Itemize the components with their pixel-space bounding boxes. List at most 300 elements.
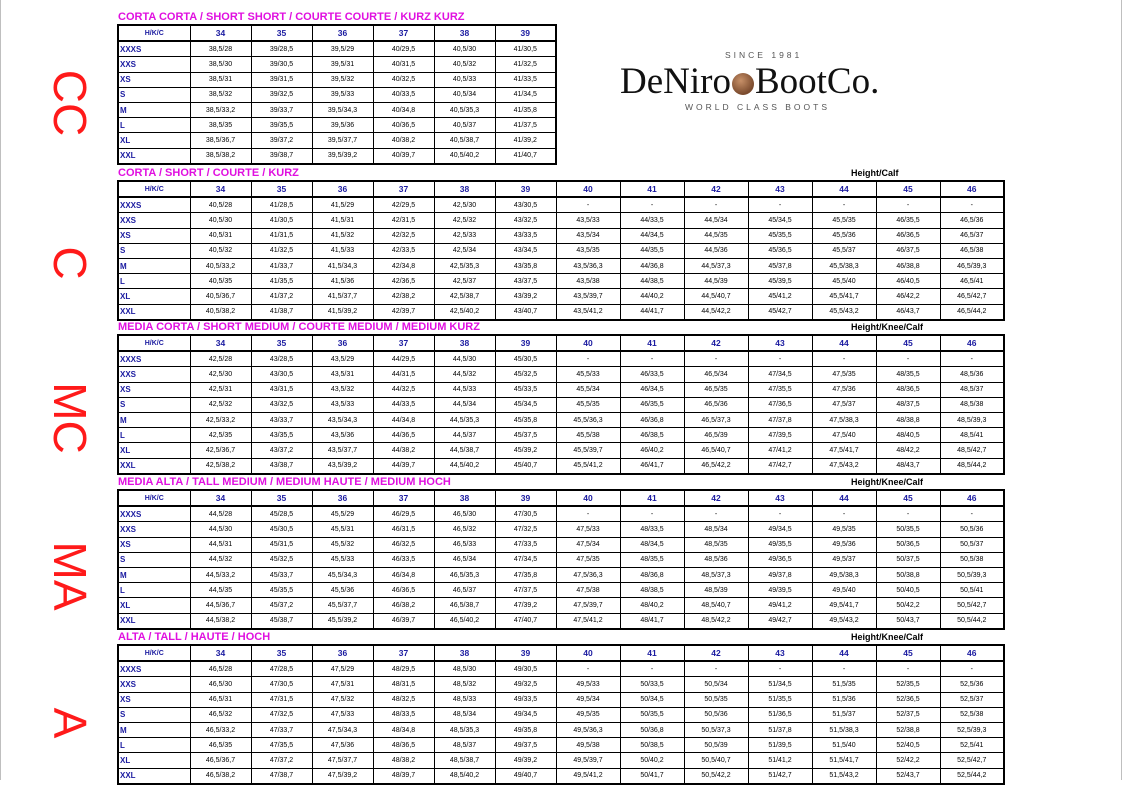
header-shoe-size: 43 bbox=[748, 335, 812, 351]
measure-cell: 48,5/38 bbox=[940, 397, 1004, 412]
measure-cell: 41,5/29 bbox=[312, 197, 373, 213]
measure-cell: 43,5/29 bbox=[312, 351, 373, 367]
section-measure-label: Height/Knee/Calf bbox=[851, 322, 924, 332]
size-label: L bbox=[118, 428, 190, 443]
measure-cell: 52,5/37 bbox=[940, 692, 1004, 707]
section-code-c: C bbox=[44, 246, 96, 280]
measure-cell: 47/30,5 bbox=[251, 677, 312, 692]
size-table bbox=[117, 644, 1005, 785]
measure-cell: 39,5/34,3 bbox=[312, 102, 373, 117]
measure-cell: 49/34,5 bbox=[495, 707, 556, 722]
table-row bbox=[118, 148, 556, 164]
table-row bbox=[118, 583, 1004, 598]
measure-cell: 50,5/40,7 bbox=[684, 753, 748, 768]
header-shoe-size: 45 bbox=[876, 335, 940, 351]
measure-cell: 49/39,2 bbox=[495, 753, 556, 768]
measure-cell: 42,5/34 bbox=[434, 243, 495, 258]
measure-cell: 45,5/40 bbox=[812, 274, 876, 289]
measure-cell: 49,5/40 bbox=[812, 583, 876, 598]
measure-cell: 41,5/32 bbox=[312, 228, 373, 243]
table-row bbox=[118, 197, 1004, 213]
measure-cell: - bbox=[876, 197, 940, 213]
measure-cell: 45,5/36,3 bbox=[556, 412, 620, 427]
measure-cell: 40/34,8 bbox=[373, 102, 434, 117]
measure-cell: 38,5/28 bbox=[190, 41, 251, 57]
measure-cell: 51,5/38,3 bbox=[812, 722, 876, 737]
measure-cell: 47/39,5 bbox=[748, 428, 812, 443]
table-row bbox=[118, 133, 556, 148]
measure-cell: 41/32,5 bbox=[495, 57, 556, 72]
measure-cell: 46/39,7 bbox=[373, 613, 434, 629]
size-label: M bbox=[118, 258, 190, 273]
measure-cell: 44/35,5 bbox=[620, 243, 684, 258]
header-shoe-size: 39 bbox=[495, 645, 556, 661]
measure-cell: 40,5/32 bbox=[434, 57, 495, 72]
measure-cell: 47/36,5 bbox=[748, 397, 812, 412]
measure-cell: 43,5/37,7 bbox=[312, 443, 373, 458]
measure-cell: 44,5/38,2 bbox=[190, 613, 251, 629]
header-shoe-size: 37 bbox=[373, 490, 434, 506]
table-row bbox=[118, 289, 1004, 304]
measure-cell: 38,5/30 bbox=[190, 57, 251, 72]
measure-cell: 49/37,5 bbox=[495, 738, 556, 753]
measure-cell: 48,5/33 bbox=[434, 692, 495, 707]
table-row bbox=[118, 228, 1004, 243]
measure-cell: 38,5/35 bbox=[190, 118, 251, 133]
measure-cell: 46,5/30 bbox=[190, 677, 251, 692]
measure-cell: 49/30,5 bbox=[495, 661, 556, 677]
measure-cell: 52/42,2 bbox=[876, 753, 940, 768]
measure-cell: 40/31,5 bbox=[373, 57, 434, 72]
measure-cell: - bbox=[748, 661, 812, 677]
measure-cell: 46/35,5 bbox=[620, 397, 684, 412]
measure-cell: 43/37,5 bbox=[495, 274, 556, 289]
measure-cell: 44,5/36 bbox=[684, 243, 748, 258]
size-label: XXXS bbox=[118, 197, 190, 213]
measure-cell: 50/34,5 bbox=[620, 692, 684, 707]
measure-cell: 48,5/40,7 bbox=[684, 598, 748, 613]
measure-cell: - bbox=[684, 351, 748, 367]
measure-cell: 47,5/38,3 bbox=[812, 412, 876, 427]
measure-cell: 43/35,8 bbox=[495, 258, 556, 273]
measure-cell: 44/31,5 bbox=[373, 367, 434, 382]
measure-cell: 47/35,5 bbox=[748, 382, 812, 397]
header-shoe-size: 39 bbox=[495, 181, 556, 197]
size-table bbox=[117, 489, 1005, 630]
measure-cell: 44,5/37 bbox=[434, 428, 495, 443]
measure-cell: 43,5/35 bbox=[556, 243, 620, 258]
header-shoe-size: 42 bbox=[684, 335, 748, 351]
measure-cell: - bbox=[748, 506, 812, 522]
measure-cell: 48,5/41 bbox=[940, 428, 1004, 443]
size-label: XXS bbox=[118, 213, 190, 228]
measure-cell: 49/35,5 bbox=[748, 537, 812, 552]
measure-cell: 48,5/40,2 bbox=[434, 768, 495, 784]
measure-cell: 47,5/39,2 bbox=[312, 768, 373, 784]
measure-cell: 45,5/29 bbox=[312, 506, 373, 522]
measure-cell: 50,5/36 bbox=[940, 522, 1004, 537]
section-title: CORTA CORTA / SHORT SHORT / COURTE COURTE / KURZ KURZ bbox=[118, 11, 465, 23]
header-shoe-size: 35 bbox=[251, 25, 312, 41]
table-row bbox=[118, 41, 556, 57]
measure-cell: 39,5/36 bbox=[312, 118, 373, 133]
measure-cell: 43/40,7 bbox=[495, 304, 556, 320]
measure-cell: 46,5/38 bbox=[940, 243, 1004, 258]
table-row bbox=[118, 722, 1004, 737]
measure-cell: 47/40,7 bbox=[495, 613, 556, 629]
table-row bbox=[118, 367, 1004, 382]
measure-cell: 45/31,5 bbox=[251, 537, 312, 552]
measure-cell: 44,5/28 bbox=[190, 506, 251, 522]
measure-cell: 45/35,5 bbox=[251, 583, 312, 598]
measure-cell: 46/43,7 bbox=[876, 304, 940, 320]
measure-cell: 42/38,2 bbox=[373, 289, 434, 304]
measure-cell: 45,5/43,2 bbox=[812, 304, 876, 320]
size-table bbox=[117, 334, 1005, 475]
measure-cell: 39,5/32 bbox=[312, 72, 373, 87]
header-shoe-size: 36 bbox=[312, 645, 373, 661]
size-label: XXS bbox=[118, 677, 190, 692]
header-hkc: H/K/C bbox=[118, 25, 190, 41]
header-shoe-size: 38 bbox=[434, 335, 495, 351]
measure-cell: 44,5/34 bbox=[434, 397, 495, 412]
measure-cell: 44/36,8 bbox=[620, 258, 684, 273]
table-header-row bbox=[118, 181, 1004, 197]
header-shoe-size: 43 bbox=[748, 645, 812, 661]
measure-cell: 47,5/32 bbox=[312, 692, 373, 707]
table-row bbox=[118, 351, 1004, 367]
measure-cell: 46,5/35 bbox=[190, 738, 251, 753]
measure-cell: 51/36,5 bbox=[748, 707, 812, 722]
measure-cell: 52/36,5 bbox=[876, 692, 940, 707]
measure-cell: 46,5/33,2 bbox=[190, 722, 251, 737]
measure-cell: 49,5/43,2 bbox=[812, 613, 876, 629]
measure-cell: 44,5/36,7 bbox=[190, 598, 251, 613]
measure-cell: 50/35,5 bbox=[876, 522, 940, 537]
measure-cell: 45,5/34,3 bbox=[312, 567, 373, 582]
measure-cell: 48,5/37 bbox=[434, 738, 495, 753]
table-row bbox=[118, 72, 556, 87]
table-row bbox=[118, 458, 1004, 474]
measure-cell: - bbox=[684, 661, 748, 677]
measure-cell: 45/34,5 bbox=[495, 397, 556, 412]
measure-cell: 50,5/39 bbox=[684, 738, 748, 753]
measure-cell: 39/30,5 bbox=[251, 57, 312, 72]
measure-cell: 46,5/42,7 bbox=[940, 289, 1004, 304]
measure-cell: 44/38,5 bbox=[620, 274, 684, 289]
measure-cell: 49,5/35 bbox=[812, 522, 876, 537]
table-row bbox=[118, 598, 1004, 613]
header-shoe-size: 42 bbox=[684, 181, 748, 197]
measure-cell: 52,5/39,3 bbox=[940, 722, 1004, 737]
measure-cell: 48,5/39 bbox=[684, 583, 748, 598]
measure-cell: 50/37,5 bbox=[876, 552, 940, 567]
size-label: L bbox=[118, 118, 190, 133]
measure-cell: 43,5/41,2 bbox=[556, 304, 620, 320]
measure-cell: 50,5/41 bbox=[940, 583, 1004, 598]
measure-cell: 43/31,5 bbox=[251, 382, 312, 397]
measure-cell: 42/33,5 bbox=[373, 243, 434, 258]
measure-cell: 46,5/32 bbox=[190, 707, 251, 722]
measure-cell: 47,5/33 bbox=[556, 522, 620, 537]
measure-cell: 42,5/35,3 bbox=[434, 258, 495, 273]
size-label: M bbox=[118, 412, 190, 427]
page-border-right bbox=[1121, 0, 1122, 780]
measure-cell: 46,5/35 bbox=[684, 382, 748, 397]
measure-cell: 47/34,5 bbox=[748, 367, 812, 382]
measure-cell: 46/40,5 bbox=[876, 274, 940, 289]
measure-cell: 44/33,5 bbox=[373, 397, 434, 412]
measure-cell: 43,5/34,3 bbox=[312, 412, 373, 427]
measure-cell: 40,5/34 bbox=[434, 87, 495, 102]
measure-cell: 47/31,5 bbox=[251, 692, 312, 707]
measure-cell: 52,5/41 bbox=[940, 738, 1004, 753]
measure-cell: 43/30,5 bbox=[495, 197, 556, 213]
measure-cell: 44/29,5 bbox=[373, 351, 434, 367]
brand-since: SINCE 1981 bbox=[725, 50, 803, 60]
measure-cell: 41/37,5 bbox=[495, 118, 556, 133]
measure-cell: 40,5/31 bbox=[190, 228, 251, 243]
measure-cell: 47/37,5 bbox=[495, 583, 556, 598]
measure-cell: 49/42,7 bbox=[748, 613, 812, 629]
measure-cell: 47/33,5 bbox=[495, 537, 556, 552]
table-row bbox=[118, 537, 1004, 552]
measure-cell: 45,5/39,7 bbox=[556, 443, 620, 458]
measure-cell: 46/31,5 bbox=[373, 522, 434, 537]
measure-cell: - bbox=[876, 661, 940, 677]
measure-cell: 51,5/37 bbox=[812, 707, 876, 722]
header-shoe-size: 42 bbox=[684, 645, 748, 661]
measure-cell: 49/36,5 bbox=[748, 552, 812, 567]
size-label: L bbox=[118, 274, 190, 289]
measure-cell: 46,5/40,2 bbox=[434, 613, 495, 629]
measure-cell: 50/40,5 bbox=[876, 583, 940, 598]
measure-cell: 49/37,8 bbox=[748, 567, 812, 582]
table-row bbox=[118, 397, 1004, 412]
measure-cell: 39/33,7 bbox=[251, 102, 312, 117]
measure-cell: 41/31,5 bbox=[251, 228, 312, 243]
measure-cell: 48,5/37 bbox=[940, 382, 1004, 397]
measure-cell: 45,5/33 bbox=[312, 552, 373, 567]
measure-cell: 52/35,5 bbox=[876, 677, 940, 692]
header-shoe-size: 43 bbox=[748, 181, 812, 197]
header-shoe-size: 34 bbox=[190, 490, 251, 506]
measure-cell: 46,5/37 bbox=[940, 228, 1004, 243]
measure-cell: 49/34,5 bbox=[748, 522, 812, 537]
table-row bbox=[118, 768, 1004, 784]
measure-cell: 45,5/37 bbox=[812, 243, 876, 258]
measure-cell: 42,5/31 bbox=[190, 382, 251, 397]
measure-cell: 41,5/33 bbox=[312, 243, 373, 258]
measure-cell: 44,5/33 bbox=[434, 382, 495, 397]
measure-cell: 47,5/37,7 bbox=[312, 753, 373, 768]
measure-cell: 41/40,7 bbox=[495, 148, 556, 164]
measure-cell: 45/37,5 bbox=[495, 428, 556, 443]
header-shoe-size: 45 bbox=[876, 645, 940, 661]
header-shoe-size: 38 bbox=[434, 181, 495, 197]
header-shoe-size: 36 bbox=[312, 335, 373, 351]
measure-cell: - bbox=[748, 197, 812, 213]
measure-cell: - bbox=[940, 661, 1004, 677]
measure-cell: 49,5/36 bbox=[812, 537, 876, 552]
measure-cell: 42/32,5 bbox=[373, 228, 434, 243]
measure-cell: 50/33,5 bbox=[620, 677, 684, 692]
header-shoe-size: 40 bbox=[556, 645, 620, 661]
measure-cell: 40/33,5 bbox=[373, 87, 434, 102]
measure-cell: 41/30,5 bbox=[495, 41, 556, 57]
measure-cell: 48/38,8 bbox=[876, 412, 940, 427]
section-code-mc: MC bbox=[44, 382, 96, 454]
size-label: L bbox=[118, 738, 190, 753]
section-measure-label: Height/Calf bbox=[851, 168, 899, 178]
header-shoe-size: 35 bbox=[251, 490, 312, 506]
measure-cell: 47/37,8 bbox=[748, 412, 812, 427]
measure-cell: 49,5/39,7 bbox=[556, 753, 620, 768]
measure-cell: 41,5/37,7 bbox=[312, 289, 373, 304]
header-shoe-size: 36 bbox=[312, 25, 373, 41]
measure-cell: 46/33,5 bbox=[373, 552, 434, 567]
measure-cell: 50/38,8 bbox=[876, 567, 940, 582]
header-shoe-size: 42 bbox=[684, 490, 748, 506]
measure-cell: 45/30,5 bbox=[251, 522, 312, 537]
header-shoe-size: 46 bbox=[940, 490, 1004, 506]
measure-cell: 45/35,8 bbox=[495, 412, 556, 427]
measure-cell: 41/35,5 bbox=[251, 274, 312, 289]
header-shoe-size: 38 bbox=[434, 645, 495, 661]
measure-cell: 50,5/35 bbox=[684, 692, 748, 707]
table-header-row bbox=[118, 25, 556, 41]
measure-cell: 43,5/38 bbox=[556, 274, 620, 289]
header-hkc: H/K/C bbox=[118, 490, 190, 506]
header-shoe-size: 34 bbox=[190, 645, 251, 661]
measure-cell: 44/34,8 bbox=[373, 412, 434, 427]
measure-cell: 49,5/41,7 bbox=[812, 598, 876, 613]
measure-cell: 46/33,5 bbox=[620, 367, 684, 382]
measure-cell: 52,5/36 bbox=[940, 677, 1004, 692]
measure-cell: 40/36,5 bbox=[373, 118, 434, 133]
measure-cell: 42/39,7 bbox=[373, 304, 434, 320]
measure-cell: 41/35,8 bbox=[495, 102, 556, 117]
measure-cell: 52,5/42,7 bbox=[940, 753, 1004, 768]
size-label: L bbox=[118, 583, 190, 598]
measure-cell: 51,5/35 bbox=[812, 677, 876, 692]
size-label: XXL bbox=[118, 768, 190, 784]
measure-cell: 47/38,7 bbox=[251, 768, 312, 784]
measure-cell: 51/39,5 bbox=[748, 738, 812, 753]
measure-cell: 48,5/36 bbox=[940, 367, 1004, 382]
measure-cell: 44,5/33,2 bbox=[190, 567, 251, 582]
measure-cell: 41/33,5 bbox=[495, 72, 556, 87]
measure-cell: 49,5/38,3 bbox=[812, 567, 876, 582]
header-shoe-size: 46 bbox=[940, 181, 1004, 197]
measure-cell: 49/33,5 bbox=[495, 692, 556, 707]
measure-cell: 47,5/43,2 bbox=[812, 458, 876, 474]
section-title: ALTA / TALL / HAUTE / HOCH bbox=[118, 631, 271, 643]
brand-name-left: DeNiro bbox=[620, 61, 731, 102]
measure-cell: 42,5/38,2 bbox=[190, 458, 251, 474]
measure-cell: 46,5/30 bbox=[434, 506, 495, 522]
measure-cell: - bbox=[940, 351, 1004, 367]
measure-cell: 41/32,5 bbox=[251, 243, 312, 258]
measure-cell: 48,5/35 bbox=[684, 537, 748, 552]
table-row bbox=[118, 753, 1004, 768]
measure-cell: 44/39,7 bbox=[373, 458, 434, 474]
header-hkc: H/K/C bbox=[118, 181, 190, 197]
measure-cell: 42,5/30 bbox=[190, 367, 251, 382]
table-row bbox=[118, 567, 1004, 582]
measure-cell: 38,5/31 bbox=[190, 72, 251, 87]
size-label: XXL bbox=[118, 148, 190, 164]
section-title: MEDIA ALTA / TALL MEDIUM / MEDIUM HAUTE / MEDIUM HOCH bbox=[118, 476, 451, 488]
measure-cell: 50/36,8 bbox=[620, 722, 684, 737]
header-hkc: H/K/C bbox=[118, 645, 190, 661]
measure-cell: 47,5/38 bbox=[556, 583, 620, 598]
measure-cell: 46/32,5 bbox=[373, 537, 434, 552]
measure-cell: - bbox=[876, 506, 940, 522]
header-shoe-size: 44 bbox=[812, 335, 876, 351]
measure-cell: 46,5/37 bbox=[434, 583, 495, 598]
header-shoe-size: 46 bbox=[940, 645, 1004, 661]
measure-cell: 40,5/33 bbox=[434, 72, 495, 87]
measure-cell: 46/36,5 bbox=[373, 583, 434, 598]
measure-cell: 43/28,5 bbox=[251, 351, 312, 367]
measure-cell: 48/34,5 bbox=[620, 537, 684, 552]
measure-cell: 50/38,5 bbox=[620, 738, 684, 753]
header-shoe-size: 38 bbox=[434, 490, 495, 506]
measure-cell: 47,5/33 bbox=[312, 707, 373, 722]
measure-cell: 41/37,2 bbox=[251, 289, 312, 304]
header-shoe-size: 44 bbox=[812, 645, 876, 661]
measure-cell: 48,5/34 bbox=[684, 522, 748, 537]
table-row bbox=[118, 243, 1004, 258]
measure-cell: 48/41,7 bbox=[620, 613, 684, 629]
table-row bbox=[118, 506, 1004, 522]
measure-cell: 44,5/32 bbox=[434, 367, 495, 382]
measure-cell: 50,5/34 bbox=[684, 677, 748, 692]
measure-cell: 39/32,5 bbox=[251, 87, 312, 102]
measure-cell: 47,5/35 bbox=[556, 552, 620, 567]
table-row bbox=[118, 412, 1004, 427]
measure-cell: 46,5/40,7 bbox=[684, 443, 748, 458]
measure-cell: 48,5/32 bbox=[434, 677, 495, 692]
table-row bbox=[118, 552, 1004, 567]
measure-cell: 46/38,8 bbox=[876, 258, 940, 273]
measure-cell: 42,5/32 bbox=[434, 213, 495, 228]
section-title: CORTA / SHORT / COURTE / KURZ bbox=[118, 167, 299, 179]
measure-cell: 42,5/28 bbox=[190, 351, 251, 367]
measure-cell: 44,5/37,3 bbox=[684, 258, 748, 273]
measure-cell: 47/28,5 bbox=[251, 661, 312, 677]
measure-cell: 47/30,5 bbox=[495, 506, 556, 522]
header-shoe-size: 34 bbox=[190, 25, 251, 41]
measure-cell: 43/33,5 bbox=[495, 228, 556, 243]
measure-cell: 40/32,5 bbox=[373, 72, 434, 87]
measure-cell: - bbox=[812, 506, 876, 522]
header-shoe-size: 37 bbox=[373, 645, 434, 661]
measure-cell: 40,5/35 bbox=[190, 274, 251, 289]
size-label: XS bbox=[118, 228, 190, 243]
measure-cell: 48,5/34 bbox=[434, 707, 495, 722]
measure-cell: 48,5/38,7 bbox=[434, 753, 495, 768]
header-shoe-size: 45 bbox=[876, 490, 940, 506]
measure-cell: 40/29,5 bbox=[373, 41, 434, 57]
measure-cell: 48/36,8 bbox=[620, 567, 684, 582]
measure-cell: 49/39,5 bbox=[748, 583, 812, 598]
measure-cell: 41/28,5 bbox=[251, 197, 312, 213]
measure-cell: 39,5/29 bbox=[312, 41, 373, 57]
measure-cell: 51/37,8 bbox=[748, 722, 812, 737]
size-label: XXS bbox=[118, 522, 190, 537]
